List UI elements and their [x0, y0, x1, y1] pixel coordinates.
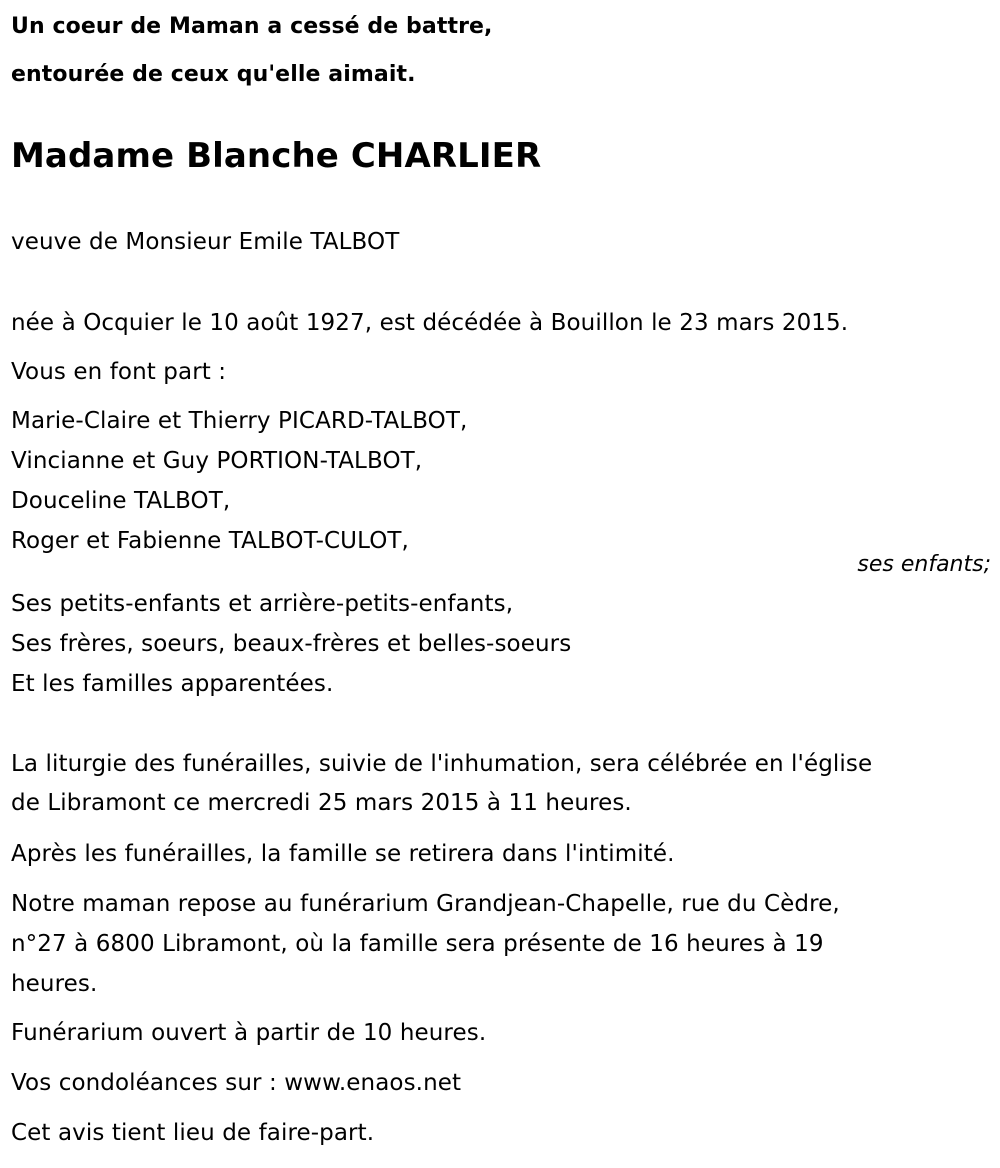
funeral-home-3: heures.	[11, 971, 98, 997]
notice-line: Cet avis tient lieu de faire-part.	[11, 1120, 375, 1146]
intro-line-2: entourée de ceux qu'elle aimait.	[11, 62, 416, 87]
condolences: Vos condoléances sur : www.enaos.net	[11, 1070, 462, 1096]
funeral-home-2: n°27 à 6800 Libramont, où la famille sera présente de 16 heures à 19	[11, 931, 824, 957]
opening-hours: Funérarium ouvert à partir de 10 heures.	[11, 1020, 487, 1046]
liturgy-1: La liturgie des funérailles, suivie de l'inhumation, sera célébrée en l'église	[11, 751, 873, 777]
liturgy-2: de Libramont ce mercredi 25 mars 2015 à 11 heures.	[11, 790, 632, 816]
birth-death: née à Ocquier le 10 août 1927, est décédée à Bouillon le 23 mars 2015.	[11, 310, 849, 336]
funeral-home-1: Notre maman repose au funérarium Grandjean-Chapelle, rue du Cèdre,	[11, 891, 840, 917]
widow-of: veuve de Monsieur Emile TALBOT	[11, 229, 400, 255]
relatives-3: Et les familles apparentées.	[11, 671, 334, 697]
child-4: Roger et Fabienne TALBOT-CULOT,	[11, 528, 409, 554]
child-3: Douceline TALBOT,	[11, 488, 231, 514]
deceased-name: Madame Blanche CHARLIER	[11, 136, 542, 176]
children-label: ses enfants;	[857, 552, 991, 577]
intro-line-1: Un coeur de Maman a cessé de battre,	[11, 14, 493, 39]
relatives-2: Ses frères, soeurs, beaux-frères et belles-soeurs	[11, 631, 572, 657]
after-funeral: Après les funérailles, la famille se retirera dans l'intimité.	[11, 841, 675, 867]
child-2: Vincianne et Guy PORTION-TALBOT,	[11, 448, 423, 474]
announcers-intro: Vous en font part :	[11, 359, 227, 385]
child-1: Marie-Claire et Thierry PICARD-TALBOT,	[11, 408, 468, 434]
relatives-1: Ses petits-enfants et arrière-petits-enfants,	[11, 591, 514, 617]
